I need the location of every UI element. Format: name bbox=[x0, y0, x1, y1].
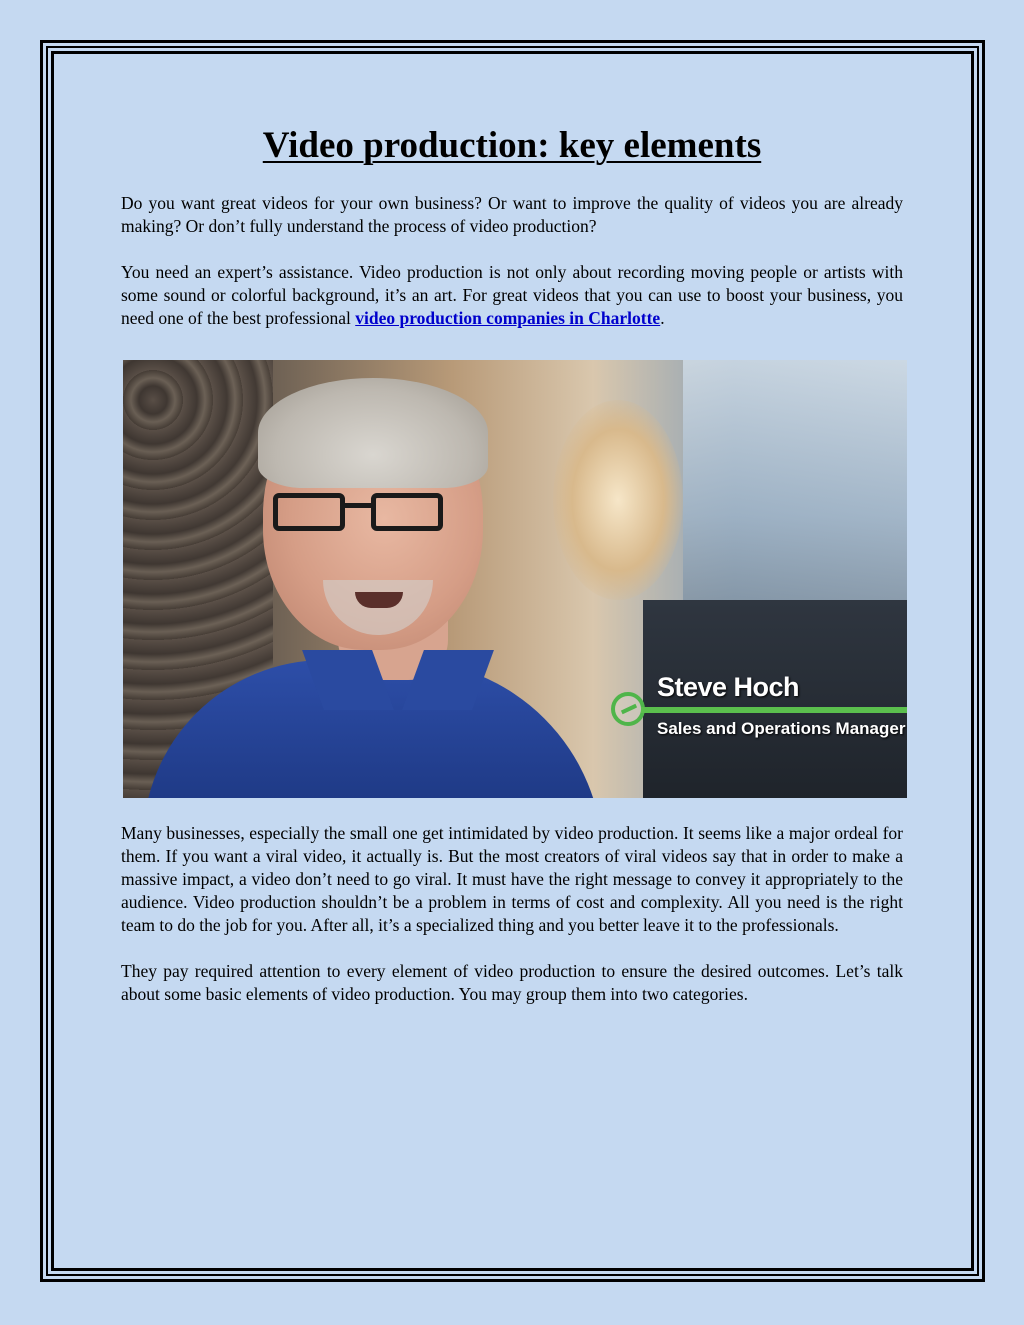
lower-third-accent-bar bbox=[641, 707, 907, 713]
company-logo-icon bbox=[611, 692, 645, 726]
businesses-paragraph: Many businesses, especially the small one get intimidated by video production. It seems like a major ordeal for them. If you want a viral video, it actually is. But the most creators of viral videos say that in order to make a massive impact, a video don’t need to go viral. It must have the right message to convey it appropriately to the audience. Video production shouldn’t be a problem in terms of cost and complexity. All you need is the right team to do the job for you. After all, it’s a specialized thing and you better leave it to the professionals. bbox=[121, 823, 903, 935]
window-background bbox=[683, 360, 907, 620]
expert-paragraph bbox=[121, 261, 903, 330]
elements-paragraph: They pay required attention to every element of video production to ensure the desired outcomes. Let’s talk about some basic elements of video production. You may group them into two categories. bbox=[121, 961, 903, 1004]
expert-paragraph-text: You need an expert’s assistance. Video production is not only about recording moving people or artists with some sound or colorful background, it’s an art. For great videos that you can use to boost your business, you need one of the best professional bbox=[121, 262, 903, 328]
video-production-link[interactable]: video production companies in Charlotte bbox=[355, 308, 661, 328]
interview-photo bbox=[123, 360, 907, 798]
intro-paragraph: Do you want great videos for your own business? Or want to improve the quality of videos you are already making? Or don’t fully understand the process of video production? bbox=[121, 193, 903, 236]
person-hair bbox=[258, 378, 488, 488]
speaker-job-title: Sales and Operations Manager bbox=[657, 719, 906, 738]
document-content bbox=[121, 120, 906, 1029]
lamp-glow bbox=[553, 400, 683, 600]
page-title: Video production: key elements bbox=[262, 125, 762, 166]
expert-paragraph-end: . bbox=[660, 308, 665, 328]
speaker-name: Steve Hoch bbox=[657, 672, 800, 702]
glasses-icon bbox=[273, 493, 443, 533]
name-lower-third bbox=[611, 672, 907, 762]
